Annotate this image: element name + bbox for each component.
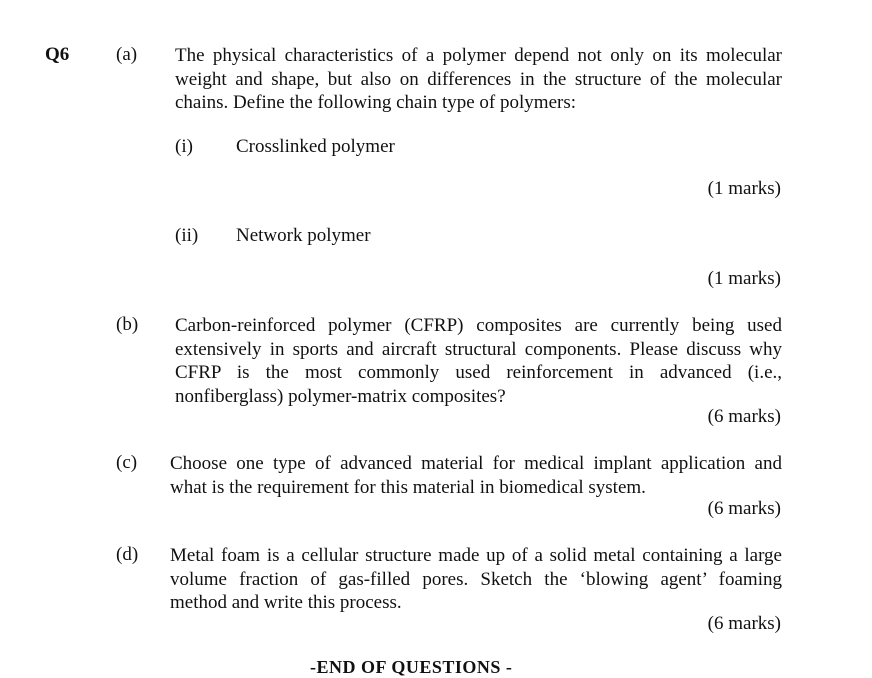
part-b-line-2: extensively in sports and aircraft structural components. Please discuss why: [175, 338, 782, 360]
subpart-ii-marks: (1 marks): [707, 268, 781, 289]
part-a-label: (a): [116, 44, 138, 65]
part-b-line-1: Carbon-reinforced polymer (CFRP) composites are currently being used: [175, 315, 782, 336]
part-c-line-1: Choose one type of advanced material for medical implant application and: [170, 453, 782, 474]
subpart-ii-text: Network polymer: [236, 225, 371, 246]
part-b-text: [175, 314, 782, 408]
part-b-line-3: CFRP is the most commonly used reinforcement in advanced (i.e.,: [175, 362, 782, 383]
part-c-label: (c): [116, 452, 138, 473]
part-c-marks: (6 marks): [707, 498, 781, 519]
part-c-text: [170, 452, 782, 499]
part-a-line-3: chains. Define the following chain type of polymers:: [175, 92, 577, 113]
part-d-line-3: method and write this process.: [170, 592, 402, 613]
part-a-line-1: The physical characteristics of a polymer depend not only on its molecular: [175, 45, 782, 66]
part-c-line-2: what is the requirement for this material in biomedical system.: [170, 476, 646, 498]
part-b-marks: (6 marks): [707, 406, 781, 427]
subpart-ii-label: (ii): [175, 225, 199, 246]
part-b-line-4: nonfiberglass) polymer-matrix composites?: [175, 385, 506, 407]
part-b-label: (b): [116, 314, 139, 335]
subpart-i-marks: (1 marks): [707, 178, 781, 199]
part-d-label: (d): [116, 544, 139, 565]
question-number: Q6: [45, 44, 70, 65]
part-d-line-2: volume fraction of gas-filled pores. Sketch the ‘blowing agent’ foaming: [170, 568, 782, 590]
part-d-marks: (6 marks): [707, 613, 781, 634]
subpart-i-text: Crosslinked polymer: [236, 136, 395, 157]
part-d-text: [170, 544, 782, 615]
part-a-text: [175, 44, 782, 115]
part-a-line-2: weight and shape, but also on differences in the structure of the molecular: [175, 68, 782, 90]
subpart-i-label: (i): [175, 136, 193, 157]
end-of-questions: -END OF QUESTIONS -: [310, 657, 513, 677]
part-d-line-1: Metal foam is a cellular structure made up of a solid metal containing a large: [170, 545, 782, 566]
